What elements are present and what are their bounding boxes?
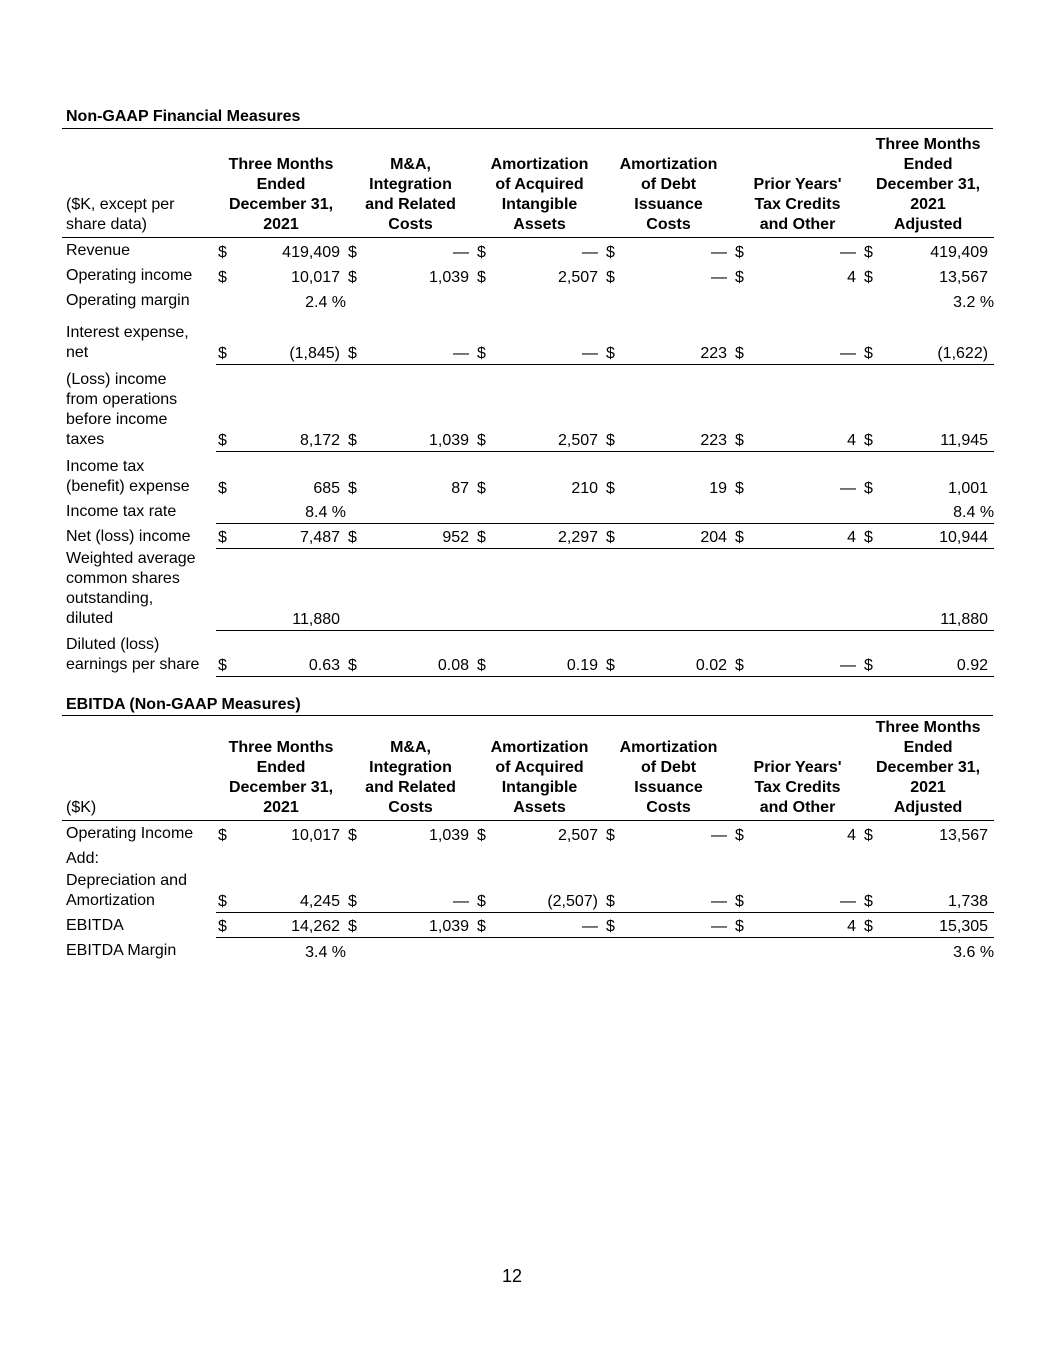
- table-row: [62, 499, 994, 524]
- currency-symbol: $: [862, 313, 880, 365]
- currency-symbol: $: [475, 871, 493, 913]
- empty-cell: [346, 499, 862, 524]
- empty-cell: [346, 288, 862, 313]
- currency-symbol: $: [475, 913, 493, 938]
- cell-value: 223: [622, 365, 733, 452]
- currency-symbol: $: [733, 365, 751, 452]
- currency-symbol: $: [862, 631, 880, 677]
- currency-symbol: $: [346, 365, 364, 452]
- cell-value: 4: [751, 913, 862, 938]
- cell-value: (1,845): [234, 313, 346, 365]
- share-count: 11,880: [216, 549, 346, 631]
- cell-value: 10,017: [291, 268, 341, 286]
- cell-value: 0.63: [234, 631, 346, 677]
- currency-symbol: $: [477, 268, 486, 286]
- cell-value: —: [453, 243, 470, 261]
- table-row: [62, 263, 994, 288]
- currency-symbol: $: [346, 313, 364, 365]
- currency-symbol: $: [733, 913, 751, 938]
- section-rule: [62, 715, 993, 716]
- currency-symbol: $: [475, 524, 493, 549]
- table-row: [62, 288, 994, 313]
- currency-symbol: $: [864, 243, 873, 261]
- currency-symbol: $: [346, 913, 364, 938]
- currency-symbol: $: [604, 913, 622, 938]
- currency-symbol: $: [216, 524, 234, 549]
- cell-value: 2,507: [557, 268, 599, 286]
- cell-value: 1,039: [428, 826, 470, 844]
- currency-symbol: $: [606, 479, 615, 497]
- cell-value: 1,039: [364, 365, 475, 452]
- cell-value: 4: [751, 365, 862, 452]
- currency-symbol: $: [604, 313, 622, 365]
- currency-symbol: $: [218, 826, 227, 844]
- section-rule: [62, 128, 993, 129]
- page-number: 12: [501, 1266, 523, 1286]
- currency-symbol: $: [604, 871, 622, 913]
- row-label: Weighted average common shares outstanding, diluted: [66, 549, 196, 627]
- row-label: EBITDA Margin: [66, 941, 177, 959]
- column-header-ma-integration: M&A, Integration and Related Costs: [365, 739, 456, 816]
- currency-symbol: $: [606, 268, 615, 286]
- currency-symbol: $: [733, 313, 751, 365]
- column-header-prior-years-tax: Prior Years' Tax Credits and Other: [753, 759, 842, 816]
- column-header-adjusted: Three Months Ended December 31, 2021 Adjusted: [875, 136, 981, 233]
- cell-value: 0.92: [880, 631, 994, 677]
- currency-symbol: $: [475, 313, 493, 365]
- cell-value: 13,567: [939, 826, 989, 844]
- cell-value: (2,507): [493, 871, 604, 913]
- currency-symbol: $: [218, 479, 227, 497]
- cell-value: 685: [313, 479, 341, 497]
- currency-symbol: $: [864, 479, 873, 497]
- row-label: Add:: [66, 849, 99, 867]
- cell-value: —: [840, 479, 857, 497]
- column-header-amortization-debt: Amortization of Debt Issuance Costs: [619, 156, 718, 233]
- column-header-label: ($K): [66, 799, 97, 816]
- cell-value: 10,017: [291, 826, 341, 844]
- currency-symbol: $: [218, 243, 227, 261]
- currency-symbol: $: [218, 268, 227, 286]
- empty-cell: [216, 846, 994, 871]
- cell-value: 1,001: [948, 479, 989, 497]
- currency-symbol: $: [604, 524, 622, 549]
- cell-value: —: [751, 313, 862, 365]
- currency-symbol: $: [346, 871, 364, 913]
- section-title-ebitda: EBITDA (Non-GAAP Measures): [66, 696, 301, 713]
- currency-symbol: $: [733, 871, 751, 913]
- row-label: (Loss) income from operations before income taxes: [66, 370, 178, 448]
- row-label: Operating margin: [66, 291, 190, 309]
- percent-value: 3.2 %: [953, 293, 995, 311]
- cell-value: 223: [622, 313, 733, 365]
- table-row: [62, 313, 994, 365]
- currency-symbol: $: [735, 826, 744, 844]
- row-label: Operating income: [66, 266, 193, 284]
- table-row: [62, 846, 994, 871]
- cell-value: 0.08: [364, 631, 475, 677]
- cell-value: 204: [622, 524, 733, 549]
- cell-value: 4: [847, 826, 857, 844]
- currency-symbol: $: [216, 913, 234, 938]
- cell-value: 4,245: [234, 871, 346, 913]
- currency-symbol: $: [735, 268, 744, 286]
- cell-value: 1,039: [428, 268, 470, 286]
- cell-value: 2,507: [557, 826, 599, 844]
- empty-cell: [346, 938, 862, 963]
- percent-value: 3.4 %: [305, 943, 347, 961]
- cell-value: 2,297: [493, 524, 604, 549]
- currency-symbol: $: [346, 631, 364, 677]
- table-header-row: [62, 718, 994, 821]
- cell-value: 1,039: [364, 913, 475, 938]
- currency-symbol: $: [475, 365, 493, 452]
- cell-value: 11,945: [880, 365, 994, 452]
- percent-value: 2.4 %: [305, 293, 347, 311]
- cell-value: —: [622, 871, 733, 913]
- ebitda-table: [62, 718, 994, 963]
- currency-symbol: $: [735, 243, 744, 261]
- table-row: [62, 524, 994, 549]
- currency-symbol: $: [348, 243, 357, 261]
- row-label: Interest expense, net: [66, 323, 189, 361]
- currency-symbol: $: [862, 871, 880, 913]
- table-row: [62, 452, 994, 499]
- percent-value: 8.4 %: [216, 499, 346, 524]
- row-label: Diluted (loss) earnings per share: [66, 635, 200, 673]
- currency-symbol: $: [475, 631, 493, 677]
- currency-symbol: $: [216, 365, 234, 452]
- share-count: 11,880: [862, 549, 994, 631]
- column-header-amortization-intangible: Amortization of Acquired Intangible Assets: [490, 156, 589, 233]
- currency-symbol: $: [735, 479, 744, 497]
- table-row: [62, 549, 994, 631]
- currency-symbol: $: [348, 479, 357, 497]
- currency-symbol: $: [216, 631, 234, 677]
- cell-value: 15,305: [880, 913, 994, 938]
- empty-cell: [346, 549, 862, 631]
- cell-value: —: [582, 243, 599, 261]
- row-label: Operating Income: [66, 824, 194, 842]
- row-label: Revenue: [66, 241, 131, 259]
- currency-symbol: $: [864, 268, 873, 286]
- currency-symbol: $: [733, 524, 751, 549]
- cell-value: 19: [709, 479, 728, 497]
- table-row: [62, 631, 994, 677]
- column-header-three-months: Three Months Ended December 31, 2021: [228, 156, 334, 233]
- currency-symbol: $: [477, 479, 486, 497]
- column-header-amortization-intangible: Amortization of Acquired Intangible Assets: [490, 739, 589, 816]
- table-row: [62, 913, 994, 938]
- table-header-row: [62, 135, 994, 238]
- currency-symbol: $: [604, 631, 622, 677]
- cell-value: —: [364, 871, 475, 913]
- currency-symbol: $: [862, 913, 880, 938]
- cell-value: (1,622): [880, 313, 994, 365]
- cell-value: 87: [451, 479, 470, 497]
- currency-symbol: $: [477, 243, 486, 261]
- percent-value: 8.4 %: [862, 499, 994, 524]
- row-label: Depreciation and Amortization: [66, 871, 187, 909]
- column-header-prior-years-tax: Prior Years' Tax Credits and Other: [753, 176, 842, 233]
- currency-symbol: $: [348, 826, 357, 844]
- non-gaap-table: [62, 135, 994, 677]
- cell-value: 7,487: [234, 524, 346, 549]
- column-header-adjusted: Three Months Ended December 31, 2021 Adjusted: [875, 719, 981, 816]
- cell-value: —: [622, 913, 733, 938]
- row-label: Net (loss) income: [66, 527, 191, 545]
- currency-symbol: $: [606, 243, 615, 261]
- cell-value: —: [751, 871, 862, 913]
- table-row: [62, 938, 994, 963]
- cell-value: —: [711, 826, 728, 844]
- currency-symbol: $: [733, 631, 751, 677]
- table-row: [62, 238, 994, 263]
- table-row: [62, 365, 994, 452]
- currency-symbol: $: [862, 365, 880, 452]
- currency-symbol: $: [216, 313, 234, 365]
- cell-value: 14,262: [234, 913, 346, 938]
- cell-value: 952: [364, 524, 475, 549]
- cell-value: 1,738: [880, 871, 994, 913]
- cell-value: 8,172: [234, 365, 346, 452]
- currency-symbol: $: [216, 871, 234, 913]
- cell-value: 419,409: [930, 243, 989, 261]
- cell-value: 419,409: [282, 243, 341, 261]
- table-row: [62, 821, 994, 846]
- cell-value: 0.02: [622, 631, 733, 677]
- currency-symbol: $: [862, 524, 880, 549]
- cell-value: —: [711, 268, 728, 286]
- column-header-three-months: Three Months Ended December 31, 2021: [228, 739, 334, 816]
- column-header-amortization-debt: Amortization of Debt Issuance Costs: [619, 739, 718, 816]
- row-label: Income tax (benefit) expense: [66, 457, 190, 495]
- currency-symbol: $: [348, 268, 357, 286]
- cell-value: —: [493, 313, 604, 365]
- cell-value: 0.19: [493, 631, 604, 677]
- cell-value: 210: [571, 479, 599, 497]
- cell-value: 2,507: [493, 365, 604, 452]
- cell-value: 10,944: [880, 524, 994, 549]
- percent-value: 3.6 %: [953, 943, 995, 961]
- cell-value: 4: [751, 524, 862, 549]
- currency-symbol: $: [477, 826, 486, 844]
- currency-symbol: $: [604, 365, 622, 452]
- cell-value: 13,567: [939, 268, 989, 286]
- cell-value: —: [840, 243, 857, 261]
- currency-symbol: $: [606, 826, 615, 844]
- cell-value: —: [364, 313, 475, 365]
- cell-value: —: [711, 243, 728, 261]
- currency-symbol: $: [864, 826, 873, 844]
- cell-value: 4: [847, 268, 857, 286]
- column-header-ma-integration: M&A, Integration and Related Costs: [365, 156, 456, 233]
- section-title-non-gaap: Non-GAAP Financial Measures: [66, 108, 301, 125]
- currency-symbol: $: [346, 524, 364, 549]
- row-label: EBITDA: [66, 916, 124, 934]
- table-row: [62, 871, 994, 913]
- column-header-label: ($K, except per share data): [66, 196, 175, 233]
- row-label: Income tax rate: [66, 502, 177, 520]
- cell-value: —: [493, 913, 604, 938]
- cell-value: —: [751, 631, 862, 677]
